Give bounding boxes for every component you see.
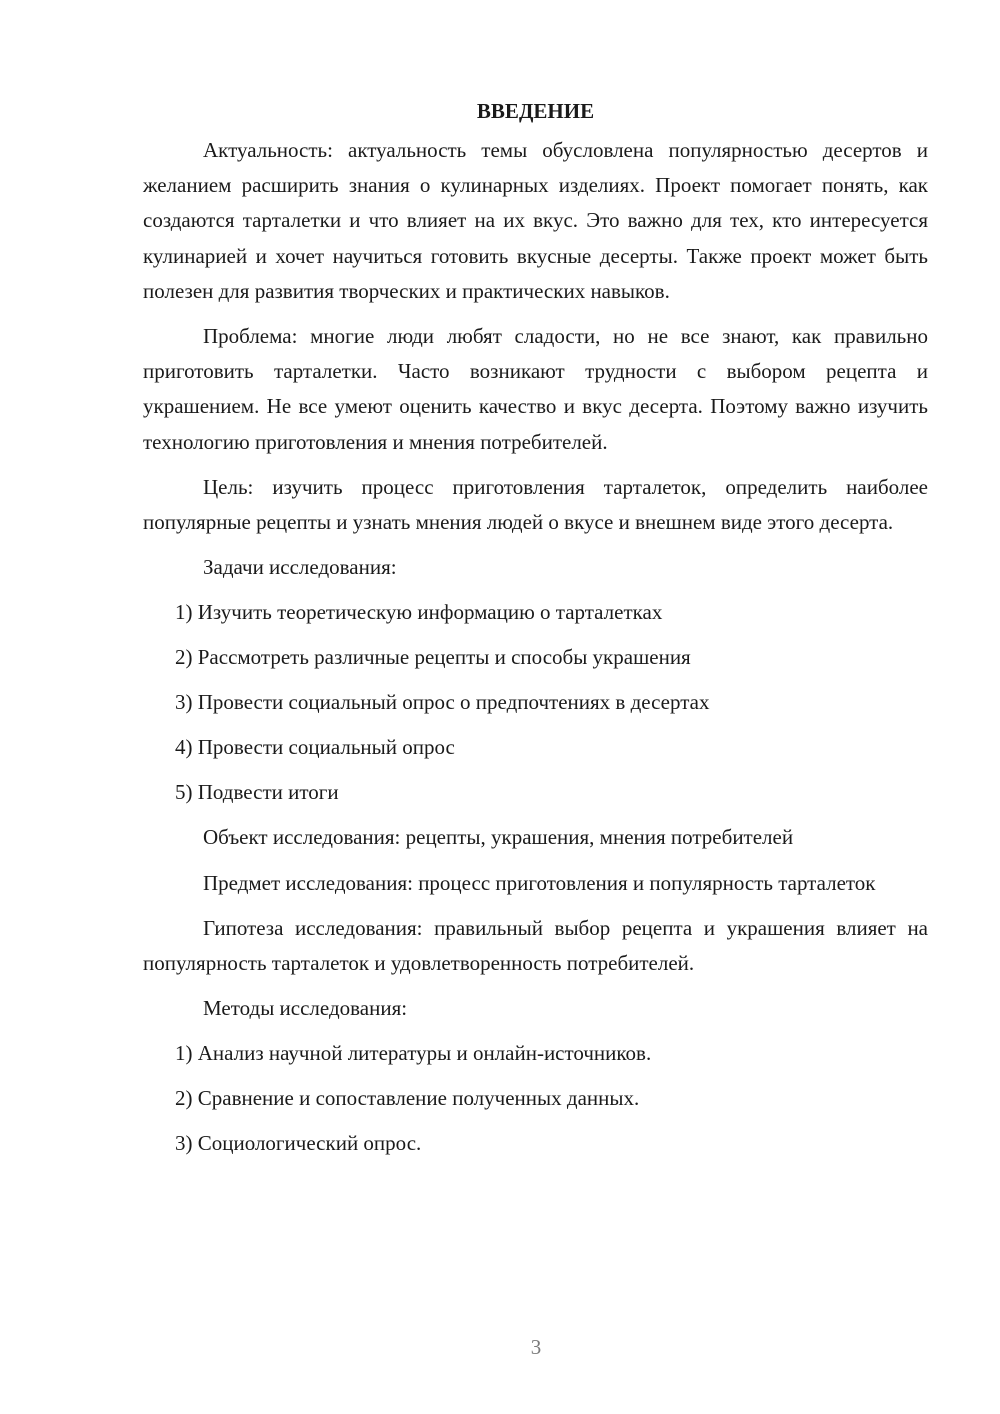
list-item: 1) Изучить теоретическую информацию о тарталетках [175,600,663,625]
page-number: 3 [530,1335,542,1359]
list-item: 2) Рассмотреть различные рецепты и способы украшения [175,645,691,670]
object-paragraph: Объект исследования: рецепты, украшения, мнения потребителей [203,825,794,850]
relevance-paragraph: Актуальность: актуальность темы обусловлена популярностью десертов и желанием расширить знания о кулинарных изделиях. Проект помогает понять, как создаются тарталетки и что влияет на их вкус. Это важно для тех, кто интересуется кулинарией и хочет научиться готовить вкусные десерты. Также проект может быть полезен для развития творческих и практических навыков. [143,138,928,303]
list-item: 1) Анализ научной литературы и онлайн-источников. [175,1041,652,1066]
problem-paragraph: Проблема: многие люди любят сладости, но не все знают, как правильно приготовить тарталетки. Часто возникают трудности с выбором рецепта и украшением. Не все умеют оценить качество и вкус десерта. Поэтому важно изучить технологию приготовления и мнения потребителей. [143,324,928,454]
goal-paragraph: Цель: изучить процесс приготовления тарталеток, определить наиболее популярные рецепты и узнать мнения людей о вкусе и внешнем виде этого десерта. [143,474,928,535]
subject-paragraph: Предмет исследования: процесс приготовления и популярность тарталеток [203,870,876,895]
document-page [143,96,928,1171]
list-item: 2) Сравнение и сопоставление полученных данных. [175,1086,640,1111]
list-item: 5) Подвести итоги [175,780,339,805]
methods-list [143,1036,928,1161]
list-item: 3) Провести социальный опрос о предпочтениях в десертах [175,690,710,715]
section-heading: ВВЕДЕНИЕ [476,99,595,123]
tasks-list [143,595,928,810]
tasks-title: Задачи исследования: [203,555,397,580]
hypothesis-paragraph: Гипотеза исследования: правильный выбор рецепта и украшения влияет на популярность тарталеток и удовлетворенность потребителей. [143,915,928,976]
list-item: 4) Провести социальный опрос [175,735,455,760]
methods-title: Методы исследования: [203,996,408,1021]
list-item: 3) Социологический опрос. [175,1131,422,1156]
